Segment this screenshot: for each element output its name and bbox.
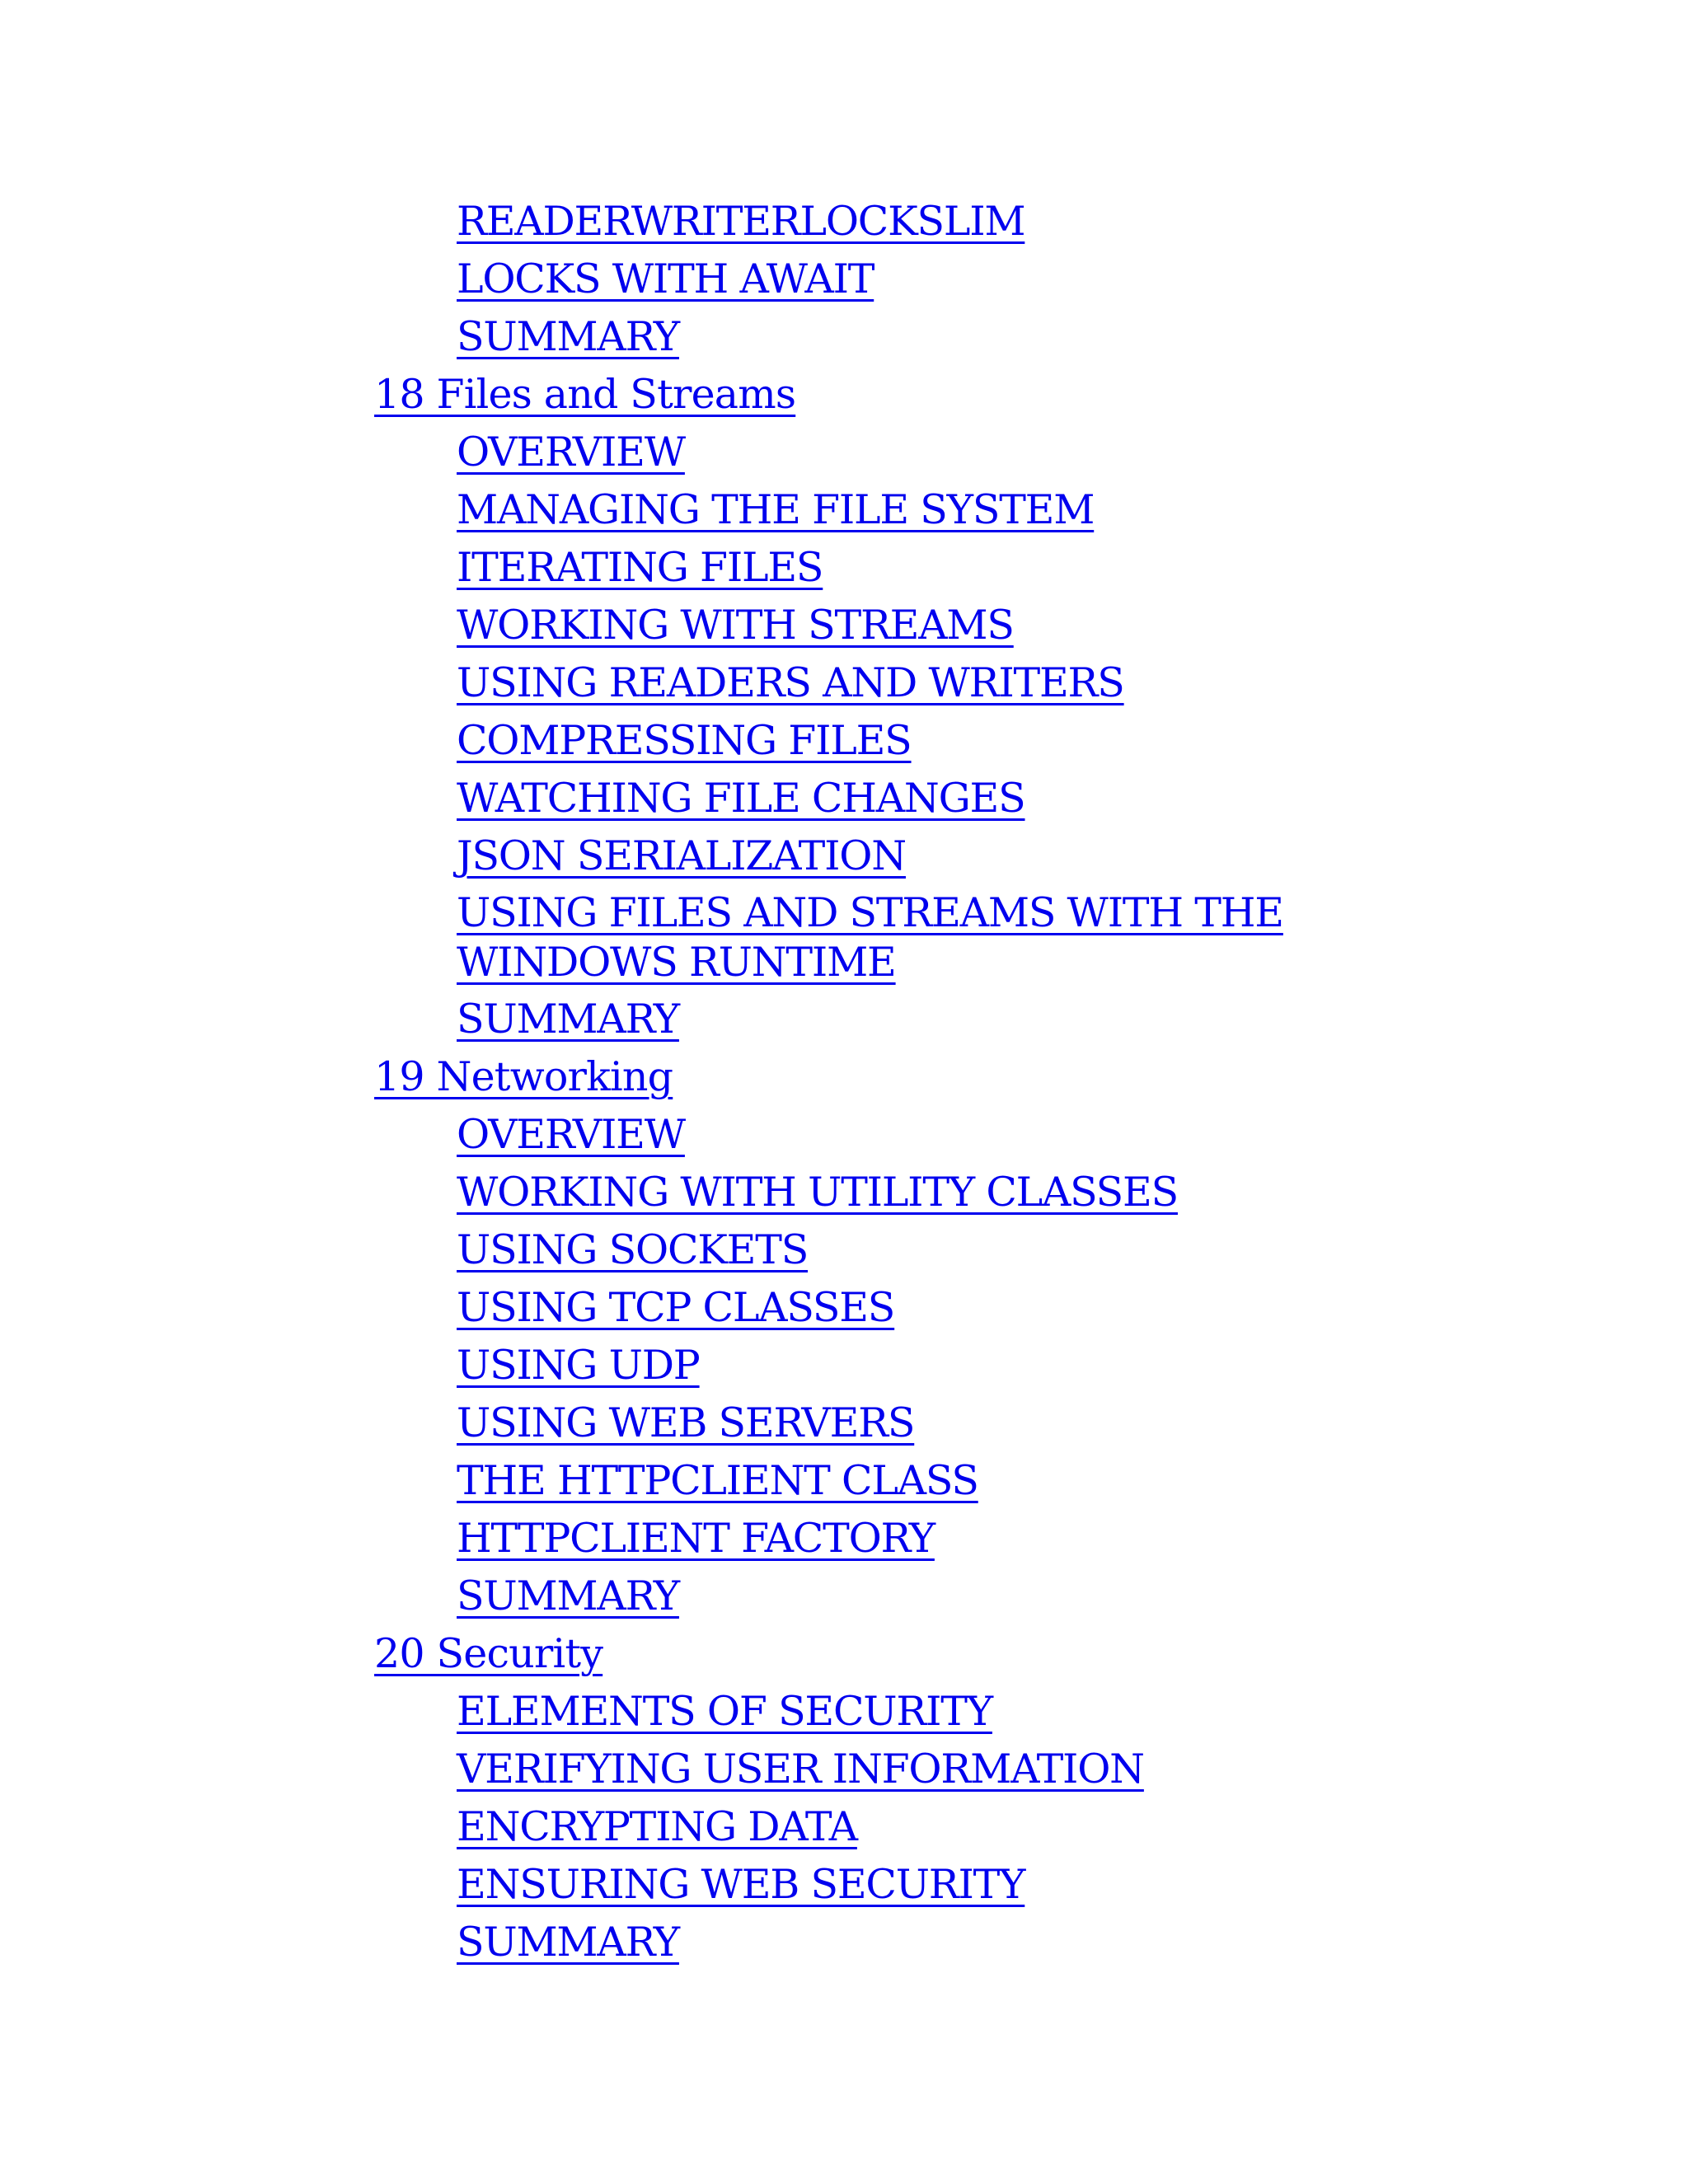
toc-link-readerwriterlockslim[interactable]: READERWRITERLOCKSLIM — [457, 198, 1025, 245]
toc-link-verifying-user-information[interactable]: VERIFYING USER INFORMATION — [457, 1746, 1144, 1793]
toc-link-summary-ch18[interactable]: SUMMARY — [457, 996, 679, 1043]
toc-link-compressing-files[interactable]: COMPRESSING FILES — [457, 717, 912, 764]
table-of-contents — [0, 193, 1688, 1971]
toc-link-working-with-utility-classes[interactable]: WORKING WITH UTILITY CLASSES — [457, 1169, 1178, 1216]
toc-link-json-serialization[interactable]: JSON SERIALIZATION — [457, 832, 906, 879]
toc-link-using-readers-and-writers[interactable]: USING READERS AND WRITERS — [457, 659, 1124, 706]
toc-link-summary-ch17[interactable]: SUMMARY — [457, 313, 679, 360]
toc-link-overview-ch19[interactable]: OVERVIEW — [457, 1111, 685, 1158]
toc-link-httpclient-factory[interactable]: HTTPCLIENT FACTORY — [457, 1515, 935, 1562]
toc-link-using-web-servers[interactable]: USING WEB SERVERS — [457, 1399, 915, 1446]
toc-link-using-sockets[interactable]: USING SOCKETS — [457, 1226, 809, 1273]
toc-link-the-httpclient-class[interactable]: THE HTTPCLIENT CLASS — [457, 1457, 978, 1504]
toc-link-files-and-streams-windows-runtime[interactable]: USING FILES AND STREAMS WITH THE WINDOWS RUNTIME — [457, 889, 1283, 986]
toc-link-using-tcp-classes[interactable]: USING TCP CLASSES — [457, 1284, 895, 1331]
toc-link-working-with-streams[interactable]: WORKING WITH STREAMS — [457, 602, 1014, 649]
toc-chapter-18-files-and-streams[interactable]: 18 Files and Streams — [374, 371, 796, 418]
toc-link-overview-ch18[interactable]: OVERVIEW — [457, 429, 685, 476]
toc-link-ensuring-web-security[interactable]: ENSURING WEB SECURITY — [457, 1861, 1025, 1908]
toc-link-summary-ch19[interactable]: SUMMARY — [457, 1572, 679, 1619]
toc-link-locks-with-await[interactable]: LOCKS WITH AWAIT — [457, 255, 874, 302]
toc-link-summary-ch20[interactable]: SUMMARY — [457, 1919, 679, 1966]
toc-chapter-19-networking[interactable]: 19 Networking — [374, 1053, 673, 1100]
toc-link-iterating-files[interactable]: ITERATING FILES — [457, 544, 823, 591]
toc-link-managing-the-file-system[interactable]: MANAGING THE FILE SYSTEM — [457, 486, 1095, 533]
toc-link-elements-of-security[interactable]: ELEMENTS OF SECURITY — [457, 1688, 992, 1735]
toc-link-using-udp[interactable]: USING UDP — [457, 1342, 700, 1389]
toc-chapter-20-security[interactable]: 20 Security — [374, 1630, 603, 1677]
toc-link-watching-file-changes[interactable]: WATCHING FILE CHANGES — [457, 775, 1025, 822]
toc-link-encrypting-data[interactable]: ENCRYPTING DATA — [457, 1803, 857, 1850]
